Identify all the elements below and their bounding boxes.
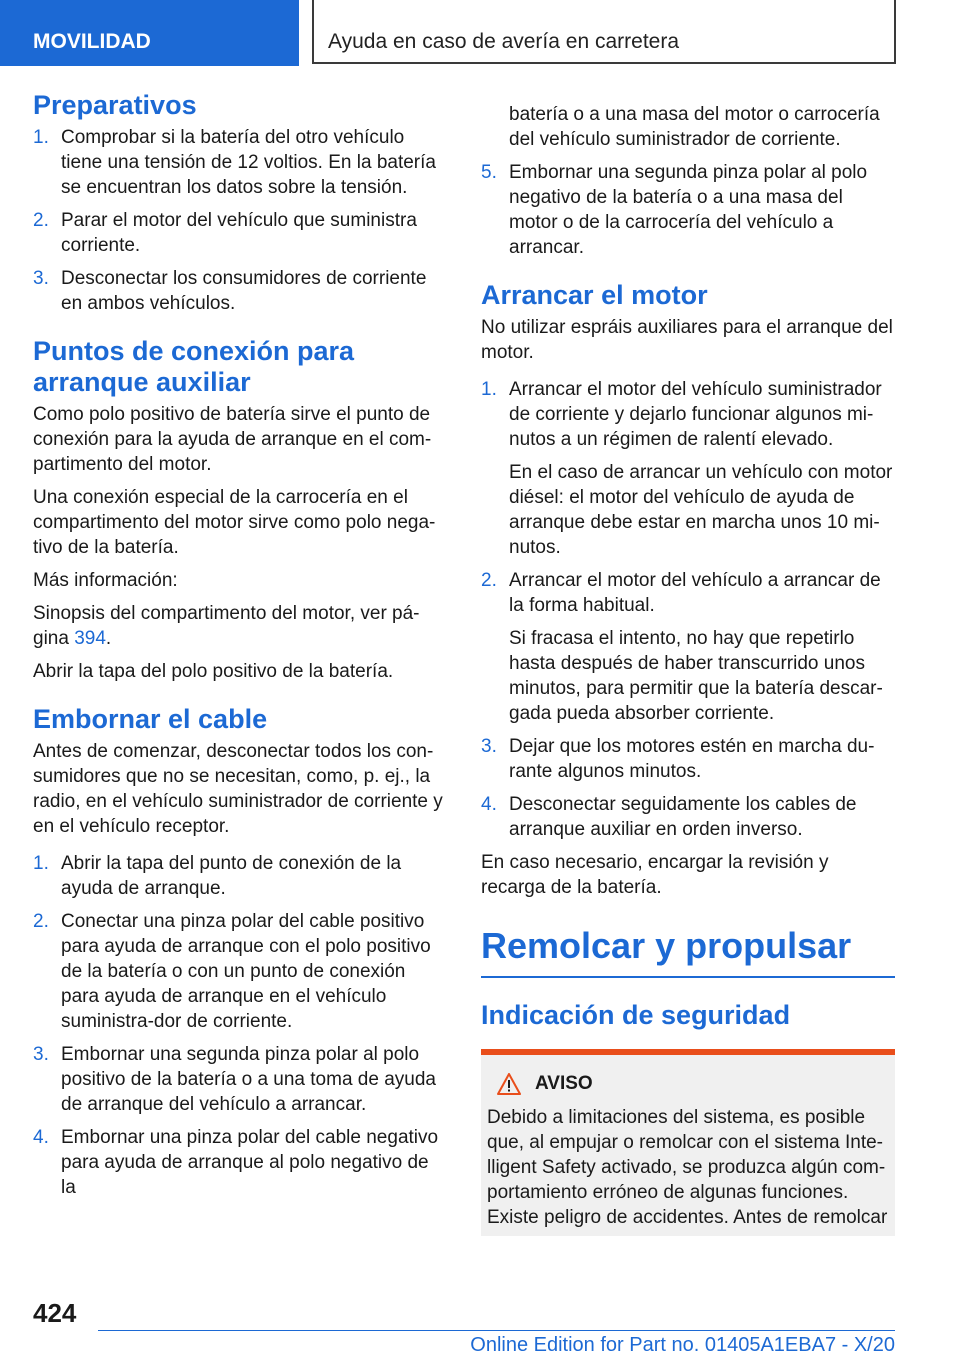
list-item-continued [481,102,895,152]
step-number: 2. [33,911,49,932]
step-text: Arrancar el motor del vehículo a arrancar de la forma habitual. [509,570,881,616]
list-item [33,909,445,1034]
paragraph: Una conexión especial de la carrocería en el compartimento del motor sirve como polo nega-tivo de la batería. [33,487,436,558]
warning-box [481,1049,895,1236]
step-number: 1. [33,127,49,148]
warning-triangle-icon [497,1073,521,1095]
step-text: Embornar una pinza polar del cable negativo para ayuda de arranque al polo negativo de la [61,1127,439,1198]
list-item [481,734,895,784]
warning-text: Debido a limitaciones del sistema, es posible que, al empujar o remolcar con el sistema Inte-lligent Safety activado, se produzca algún com-portamiento erróneo de algunas funciones. Existe peligro de accidentes. Antes de remolcar [487,1107,888,1228]
list-item [481,377,895,560]
arrancar-steps [481,377,895,842]
step-text: Desconectar seguidamente los cables de arranque auxiliar en orden inverso. [509,794,857,840]
paragraph: Antes de comenzar, desconectar todos los con-sumidores que no se necesitan, como, p. ej., la radio, en el vehículo suministrador de corriente y en el vehículo receptor. [33,741,443,837]
step-number: 1. [33,853,49,874]
paragraph: Más información: [33,570,178,591]
section-tab: MOVILIDAD [0,0,299,66]
right-column [481,102,895,1236]
paragraph: Abrir la tapa del polo positivo de la batería. [33,661,394,682]
step-text: Arrancar el motor del vehículo suministrador de corriente y dejarlo funcionar algunos mi-nutos a un régimen de ralentí elevado. [509,379,882,450]
paragraph-text: Sinopsis del compartimento del motor, ver pá-gina [33,603,420,649]
embornar-step-5 [481,160,895,260]
paragraph-text: . [105,628,112,649]
step-number: 4. [481,794,497,815]
left-column [33,90,445,1208]
paragraph: En caso necesario, encargar la revisión y recarga de la batería. [481,852,829,898]
heading-remolcar: Remolcar y propulsar [481,924,895,978]
embornar-steps-continued [481,102,895,152]
chapter-title: Ayuda en caso de avería en carretera [312,0,896,64]
step-text: Embornar una segunda pinza polar al polo positivo de la batería o a una toma de ayuda de arranque del vehículo a arrancar. [61,1044,436,1115]
step-note: Si fracasa el intento, no hay que repetirlo hasta después de haber transcurrido unos minutos, para permitir que la batería descar-gada pueda absorber corriente. [509,628,883,724]
list-item [481,792,895,842]
step-number: 5. [481,162,497,183]
step-text: Dejar que los motores estén en marcha du-rante algunos minutos. [509,736,875,782]
step-number: 1. [481,379,497,400]
step-number: 4. [33,1127,49,1148]
prep-steps [33,125,445,316]
footer-divider [98,1330,895,1331]
paragraph: Como polo positivo de batería sirve el punto de conexión para la ayuda de arranque en el com-partimento del motor. [33,404,432,475]
paragraph [33,601,445,651]
heading-embornar: Embornar el cable [33,704,268,734]
list-item [33,851,445,901]
step-text: Desconectar los consumidores de corriente en ambos vehículos. [61,268,427,314]
list-item [481,568,895,726]
step-number: 3. [33,1044,49,1065]
list-item [33,125,445,200]
page-link[interactable]: 394 [74,628,106,649]
paragraph: No utilizar espráis auxiliares para el arranque del motor. [481,317,893,363]
footer-edition: Online Edition for Part no. 01405A1EBA7 - X/20 [470,1334,895,1356]
page-header [0,0,960,66]
heading-indicacion-seguridad: Indicación de seguridad [481,1000,791,1030]
step-number: 2. [33,210,49,231]
step-number: 3. [33,268,49,289]
heading-puntos-conexion: Puntos de conexión para arranque auxiliar [33,336,355,397]
step-number: 3. [481,736,497,757]
warning-label: AVISO [535,1073,593,1094]
embornar-steps [33,851,445,1200]
warning-header [497,1073,889,1095]
step-text: Abrir la tapa del punto de conexión de la ayuda de arranque. [61,853,402,899]
heading-preparativos: Preparativos [33,90,197,120]
list-item [33,208,445,258]
step-text: Embornar una segunda pinza polar al polo negativo de la batería o a una masa del motor o de la carrocería del vehículo a arrancar. [509,162,868,258]
step-text: batería o a una masa del motor o carrocería del vehículo suministrador de corriente. [509,104,880,150]
list-item [481,160,895,260]
list-item [33,1125,445,1200]
page-number: 424 [33,1298,77,1328]
step-text: Conectar una pinza polar del cable positivo para ayuda de arranque con el polo positivo de la batería o con un punto de conexión para ayuda de arranque en el vehículo suministra-dor de corriente. [61,911,431,1032]
step-note: En el caso de arrancar un vehículo con motor diésel: el motor del vehículo de ayuda de arranque debe estar en marcha unos 10 mi-nutos. [509,462,893,558]
step-text: Comprobar si la batería del otro vehículo tiene una tensión de 12 voltios. En la batería se encuentran los datos sobre la tensión. [61,127,436,198]
heading-arrancar: Arrancar el motor [481,280,708,310]
list-item [33,1042,445,1117]
list-item [33,266,445,316]
step-text: Parar el motor del vehículo que suministra corriente. [61,210,417,256]
step-number: 2. [481,570,497,591]
